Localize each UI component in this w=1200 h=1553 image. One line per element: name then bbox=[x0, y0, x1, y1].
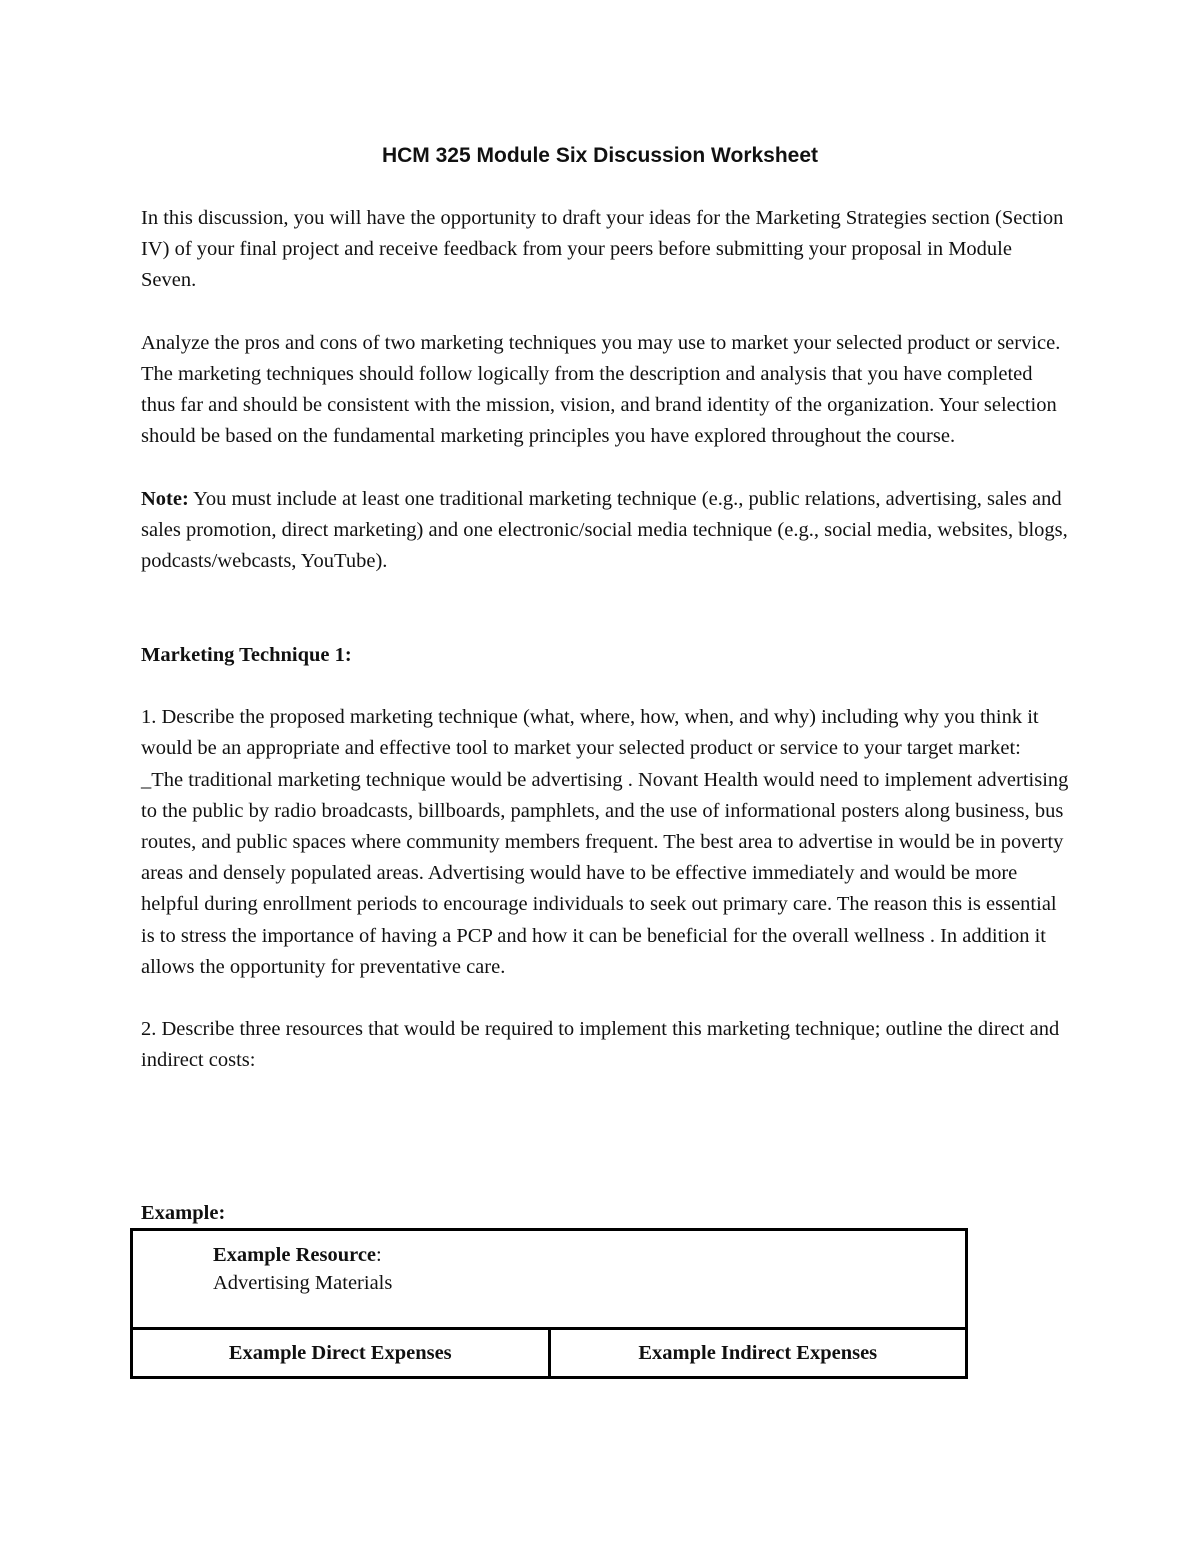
spacer bbox=[141, 453, 1071, 484]
resource-cell bbox=[132, 1230, 967, 1329]
spacer bbox=[141, 609, 1071, 640]
page-title: HCM 325 Module Six Discussion Worksheet bbox=[381, 144, 819, 167]
spacer bbox=[141, 983, 1071, 1014]
example-label: Example: bbox=[141, 1202, 226, 1224]
table-row bbox=[132, 1230, 967, 1329]
indirect-expenses-header: Example Indirect Expenses bbox=[549, 1329, 967, 1378]
note-paragraph bbox=[141, 484, 1071, 578]
note-text: You must include at least one traditional marketing technique (e.g., public relations, advertising, sales and sales promotion, direct marketing) and one electronic/social media technique (e.g., social media, websites, blogs, podcasts/webcasts, YouTube). bbox=[141, 487, 1068, 573]
document-body bbox=[141, 203, 1071, 1077]
technique-heading: Marketing Technique 1: bbox=[141, 643, 352, 666]
question-2: 2. Describe three resources that would be required to implement this marketing technique; outline the direct and indirect costs: bbox=[141, 1018, 1060, 1072]
intro-paragraph: In this discussion, you will have the opportunity to draft your ideas for the Marketing Strategies section (Section IV) of your final project and receive feedback from your peers before submitting your proposal in Module Seven. bbox=[141, 207, 1064, 292]
spacer bbox=[141, 671, 1071, 702]
answer-1: _The traditional marketing technique would be advertising . Novant Health would need to implement advertising to the public by radio broadcasts, billboards, pamphlets, and the use of informational posters along business, bus routes, and public spaces where community members frequent. The best area to advertise in would be in poverty areas and densely populated areas. Advertising would have to be effective immediately and would be more helpful during enrollment periods to encourage individuals to seek out primary care. The reason this is essential is to stress the importance of having a PCP and how it can be beneficial for the overall wellness . In addition it allows the opportunity for preventative care. bbox=[141, 768, 1069, 978]
resource-colon: : bbox=[376, 1244, 382, 1266]
spacer bbox=[141, 297, 1071, 328]
spacer bbox=[141, 577, 1071, 608]
resource-label: Example Resource bbox=[213, 1244, 377, 1266]
direct-expenses-header: Example Direct Expenses bbox=[132, 1329, 550, 1378]
resource-value: Advertising Materials bbox=[213, 1272, 393, 1294]
question-1: 1. Describe the proposed marketing technique (what, where, how, when, and why) including why you think it would be an appropriate and effective tool to market your selected product or service to your target market: bbox=[141, 706, 1039, 760]
analyze-paragraph: Analyze the pros and cons of two marketing techniques you may use to market your selected product or service. The marketing techniques should follow logically from the description and analysis that you have completed thus far and should be consistent with the mission, vision, and brand identity of the organization. Your selection should be based on the fundamental marketing principles you have explored throughout the course. bbox=[141, 331, 1061, 448]
note-label: Note: bbox=[141, 487, 189, 510]
table-row bbox=[132, 1329, 967, 1378]
example-table bbox=[130, 1228, 968, 1379]
